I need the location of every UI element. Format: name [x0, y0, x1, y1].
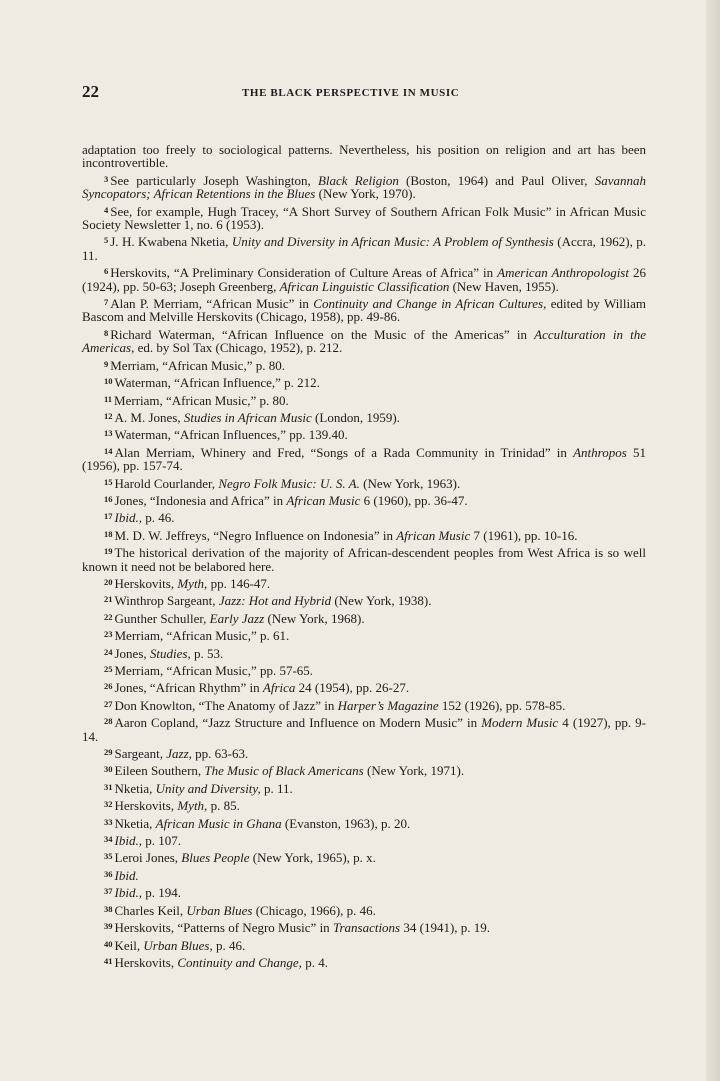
- footnote-number: 8: [104, 327, 109, 338]
- footnote-text: Herskovits,: [114, 575, 178, 591]
- footnote-text: Herskovits, “A Preliminary Consideration of Culture Areas of Africa” in: [110, 265, 498, 281]
- footnote: [82, 903, 646, 917]
- footnote: [82, 327, 646, 355]
- footnote-title: Myth,: [177, 575, 208, 591]
- footnote-text: Merriam, “African Music,” p. 61.: [114, 628, 290, 644]
- footnote-text: The historical derivation of the majority of African-descendent peoples from West Africa is so well known it need not be belabored here.: [82, 545, 646, 574]
- footnote: [82, 375, 646, 389]
- footnote-number: 16: [104, 493, 113, 504]
- footnote-number: 40: [104, 938, 113, 949]
- footnote-number: 10: [104, 376, 113, 387]
- footnote-text: (Chicago, 1966), p. 46.: [252, 902, 376, 918]
- footnote-text: p. 107.: [141, 833, 181, 849]
- footnote-number: 32: [104, 799, 113, 810]
- footnote-title: Early Jazz: [209, 610, 265, 626]
- footnote-number: 15: [104, 476, 113, 487]
- footnote-title: Jazz,: [166, 746, 192, 762]
- footnote-text: Nketia,: [114, 815, 156, 831]
- footnote-text: Aaron Copland, “Jazz Structure and Influence on Modern Music” in: [114, 715, 482, 731]
- footnote-title: Savannah Syncopators; African Retentions in the Blues: [82, 172, 646, 202]
- footnote-title: African Linguistic Classification: [279, 278, 450, 294]
- footnote-number: 14: [104, 445, 113, 456]
- footnote: [82, 938, 646, 952]
- footnote: [82, 410, 646, 424]
- footnote-text: (London, 1959).: [311, 409, 400, 425]
- footnote: [82, 698, 646, 712]
- footnote-text: Leroi Jones,: [114, 850, 182, 866]
- footnote: [82, 576, 646, 590]
- footnote-text: Keil,: [114, 937, 144, 953]
- footnote-title: Continuity and Change in African Cultures,: [313, 296, 547, 312]
- footnote-title: Studies in African Music: [183, 409, 312, 425]
- footnote-text: (New York, 1970).: [315, 186, 416, 202]
- footnote-number: 27: [104, 698, 113, 709]
- footnote-number: 39: [104, 921, 113, 932]
- footnote-title: Unity and Diversity,: [155, 780, 261, 796]
- footnote-text: M. D. W. Jeffreys, “Negro Influence on Indonesia” in: [114, 527, 397, 543]
- footnote: [82, 204, 646, 232]
- footnote: [82, 920, 646, 934]
- footnote: [82, 746, 646, 760]
- footnote-number: 34: [104, 834, 113, 845]
- footnote-title: Ibid.,: [114, 885, 142, 901]
- footnote-text: p. 4.: [301, 954, 328, 970]
- footnote-number: 23: [104, 629, 113, 640]
- footnote: [82, 781, 646, 795]
- footnote-text: (New York, 1965), p. x.: [249, 850, 376, 866]
- footnote-title: African Music: [286, 492, 361, 508]
- page-number: 22: [82, 82, 99, 101]
- footnote-number: 13: [104, 428, 113, 439]
- footnote: [82, 868, 646, 882]
- footnote: [82, 833, 646, 847]
- footnote: [82, 628, 646, 642]
- footnote: [82, 763, 646, 777]
- footnote-number: 37: [104, 886, 113, 897]
- footnote-number: 5: [104, 235, 109, 246]
- footnote-text: Jones, “African Rhythm” in: [114, 680, 263, 696]
- footnote-text: Alan P. Merriam, “African Music” in: [110, 296, 314, 312]
- footnote: [82, 955, 646, 969]
- footnote-text: Jones,: [114, 645, 150, 661]
- page-edge: [706, 0, 720, 1081]
- footnote-text: Don Knowlton, “The Anatomy of Jazz” in: [114, 697, 338, 713]
- footnote: [82, 850, 646, 864]
- footnote: [82, 476, 646, 490]
- footnote-text: (Evanston, 1963), p. 20.: [281, 815, 411, 831]
- footnote-text: See particularly Joseph Washington,: [110, 172, 318, 188]
- footnote-number: 33: [104, 816, 113, 827]
- footnote-text: Merriam, “African Music,” pp. 57-65.: [114, 663, 314, 678]
- footnote-text: Eileen Southern,: [114, 763, 205, 779]
- footnote-number: 25: [104, 664, 113, 674]
- footnote-text: (New York, 1938).: [331, 593, 432, 609]
- footnote-number: 17: [104, 511, 113, 522]
- footnote-text: (New Haven, 1955).: [449, 278, 559, 294]
- footnote-title: The Music of Black Americans: [204, 763, 364, 779]
- footnote-title: African Music: [396, 527, 471, 543]
- footnote-text: Gunther Schuller,: [114, 610, 210, 626]
- footnote: [82, 798, 646, 812]
- footnote-text: Harold Courlander,: [114, 475, 219, 491]
- page-header: [82, 82, 648, 104]
- footnote: [82, 493, 646, 507]
- footnote: [82, 427, 646, 441]
- footnote-number: 30: [104, 764, 113, 775]
- footnote-number: 21: [104, 594, 113, 605]
- footnote-text: p. 85.: [207, 798, 240, 814]
- footnote-text: Jones, “Indonesia and Africa” in: [114, 492, 287, 508]
- footnote-number: 36: [104, 868, 113, 879]
- running-title: THE BLACK PERSPECTIVE IN MUSIC: [242, 87, 460, 99]
- footnote-text: Herskovits,: [114, 954, 178, 970]
- footnote-number: 19: [104, 546, 113, 557]
- footnote-number: 7: [104, 297, 109, 308]
- footnote: [82, 510, 646, 524]
- footnote: [82, 663, 646, 677]
- footnote-number: 38: [104, 903, 113, 914]
- footnote-title: American Anthropologist: [497, 265, 629, 281]
- footnote-text: A. M. Jones,: [114, 409, 184, 425]
- footnote: [82, 528, 646, 542]
- footnote-text: p. 46.: [212, 937, 246, 953]
- footnote-text: Charles Keil,: [114, 902, 187, 918]
- footnote-text: 4 (1927), pp. 9-14.: [82, 715, 646, 744]
- footnote: [82, 445, 646, 473]
- footnote-title: Urban Blues,: [143, 937, 213, 953]
- footnote-text: (Boston, 1964) and Paul Oliver,: [398, 172, 595, 188]
- footnote-text: Waterman, “African Influences,” pp. 139.40.: [114, 427, 348, 443]
- footnote-number: 18: [104, 528, 113, 539]
- footnote-title: Ibid.,: [114, 510, 142, 526]
- footnote: [82, 885, 646, 899]
- footnote-title: Anthropos: [573, 444, 627, 460]
- footnote-number: 35: [104, 851, 113, 862]
- footnote: [82, 680, 646, 694]
- footnote-title: Jazz: Hot and Hybrid: [218, 593, 332, 609]
- footnote-text: p. 11.: [260, 780, 293, 796]
- footnote-title: Blues People: [181, 850, 250, 866]
- footnote-text: 51 (1956), pp. 157-74.: [82, 444, 647, 474]
- footnote-text: 7 (1961), pp. 10-16.: [470, 527, 578, 543]
- footnote-text: See, for example, Hugh Tracey, “A Short Survey of Southern African Folk Music” in African Music Society Newsletter 1, no. 6 (1953).: [82, 203, 646, 233]
- footnote-text: Herskovits,: [114, 798, 178, 814]
- footnote: [82, 545, 646, 573]
- footnote: [82, 173, 646, 201]
- footnote-number: 9: [104, 358, 109, 369]
- footnote-title: Urban Blues: [186, 902, 253, 918]
- footnote-title: Ibid.,: [114, 833, 142, 849]
- footnote-title: Modern Music: [481, 715, 559, 731]
- footnote-text: Merriam, “African Music,” p. 80.: [114, 392, 289, 408]
- footnote-text: Winthrop Sargeant,: [114, 593, 219, 609]
- footnote-number: 26: [104, 681, 113, 692]
- footnote-title: Africa: [262, 680, 296, 696]
- footnote-text: Merriam, “African Music,” p. 80.: [110, 357, 285, 373]
- footnote-number: 11: [104, 393, 113, 404]
- footnote-text: 34 (1941), p. 19.: [400, 920, 491, 936]
- footnotes: [82, 143, 646, 972]
- footnote-text: (New York, 1971).: [363, 763, 465, 779]
- footnote-title: Studies,: [149, 645, 191, 661]
- footnote: [82, 646, 646, 660]
- footnote-text: 6 (1960), pp. 36-47.: [360, 492, 468, 508]
- footnote-title: Black Religion: [317, 172, 399, 188]
- footnote-title: Ibid.: [114, 867, 139, 883]
- footnote: [82, 296, 646, 324]
- footnote: [82, 611, 646, 625]
- footnote-text: Waterman, “African Influence,” p. 212.: [114, 375, 320, 391]
- footnote-text: Richard Waterman, “African Influence on the Music of the Americas” in: [110, 326, 535, 342]
- footnote-number: 6: [104, 266, 109, 277]
- footnote-number: 31: [104, 781, 113, 792]
- footnote-title: Unity and Diversity in African Music: A Problem of Synthesis: [231, 234, 554, 250]
- footnote-continuation: [82, 143, 646, 170]
- footnote-number: 29: [104, 747, 113, 758]
- footnote-text: J. H. Kwabena Nketia,: [110, 234, 232, 250]
- footnote-text: 152 (1926), pp. 578-85.: [438, 697, 566, 713]
- footnote-title: Continuity and Change,: [177, 954, 302, 970]
- footnote-text: ed. by Sol Tax (Chicago, 1952), p. 212.: [134, 340, 343, 356]
- footnote-text: 26 (1924), pp. 50-63; Joseph Greenberg,: [82, 265, 646, 294]
- footnote-text: pp. 63-63.: [191, 746, 249, 762]
- footnote: [82, 234, 646, 262]
- footnote-title: Harper’s Magazine: [337, 697, 439, 713]
- footnote-text: Nketia,: [114, 780, 156, 796]
- footnote-text: (New York, 1963).: [359, 475, 461, 491]
- footnote-text: adaptation too freely to sociological patterns. Nevertheless, his position on religion and art has been incontrovertible.: [82, 142, 646, 171]
- footnote-text: edited by William Bascom and Melville Herskovits (Chicago, 1958), pp. 49-86.: [82, 296, 647, 325]
- footnote-number: 22: [104, 611, 113, 622]
- footnote-number: 20: [104, 576, 113, 587]
- footnote-number: 3: [104, 173, 109, 184]
- footnote: [82, 816, 646, 830]
- footnote: [82, 393, 646, 407]
- footnote-number: 28: [104, 716, 113, 727]
- footnote: [82, 358, 646, 372]
- footnote-text: Herskovits, “Patterns of Negro Music” in: [114, 920, 333, 936]
- footnote-title: Myth,: [177, 798, 208, 814]
- footnote-text: Sargeant,: [114, 746, 167, 762]
- footnote: [82, 265, 646, 293]
- footnote-number: 4: [104, 204, 109, 215]
- footnote-title: Acculturation in the Americas,: [82, 326, 647, 356]
- footnote-number: 12: [104, 410, 113, 421]
- footnote-title: African Music in Ghana: [155, 815, 282, 831]
- footnote-title: Negro Folk Music: U. S. A.: [218, 475, 360, 491]
- footnote-text: (New York, 1968).: [264, 610, 365, 626]
- footnote-text: pp. 146-47.: [207, 575, 271, 591]
- footnote-number: 24: [104, 646, 113, 657]
- footnote: [82, 593, 646, 607]
- footnote-text: (Accra, 1962), p. 11.: [82, 234, 647, 263]
- footnote-text: Alan Merriam, Whinery and Fred, “Songs of a Rada Community in Trinidad” in: [114, 444, 574, 460]
- footnote-text: p. 53.: [190, 645, 224, 661]
- footnote: [82, 715, 646, 743]
- footnote-text: p. 194.: [141, 885, 181, 901]
- footnote-text: p. 46.: [141, 510, 175, 526]
- footnote-title: Transactions: [332, 920, 401, 936]
- footnote-text: 24 (1954), pp. 26-27.: [295, 680, 410, 696]
- footnote-number: 41: [104, 955, 113, 966]
